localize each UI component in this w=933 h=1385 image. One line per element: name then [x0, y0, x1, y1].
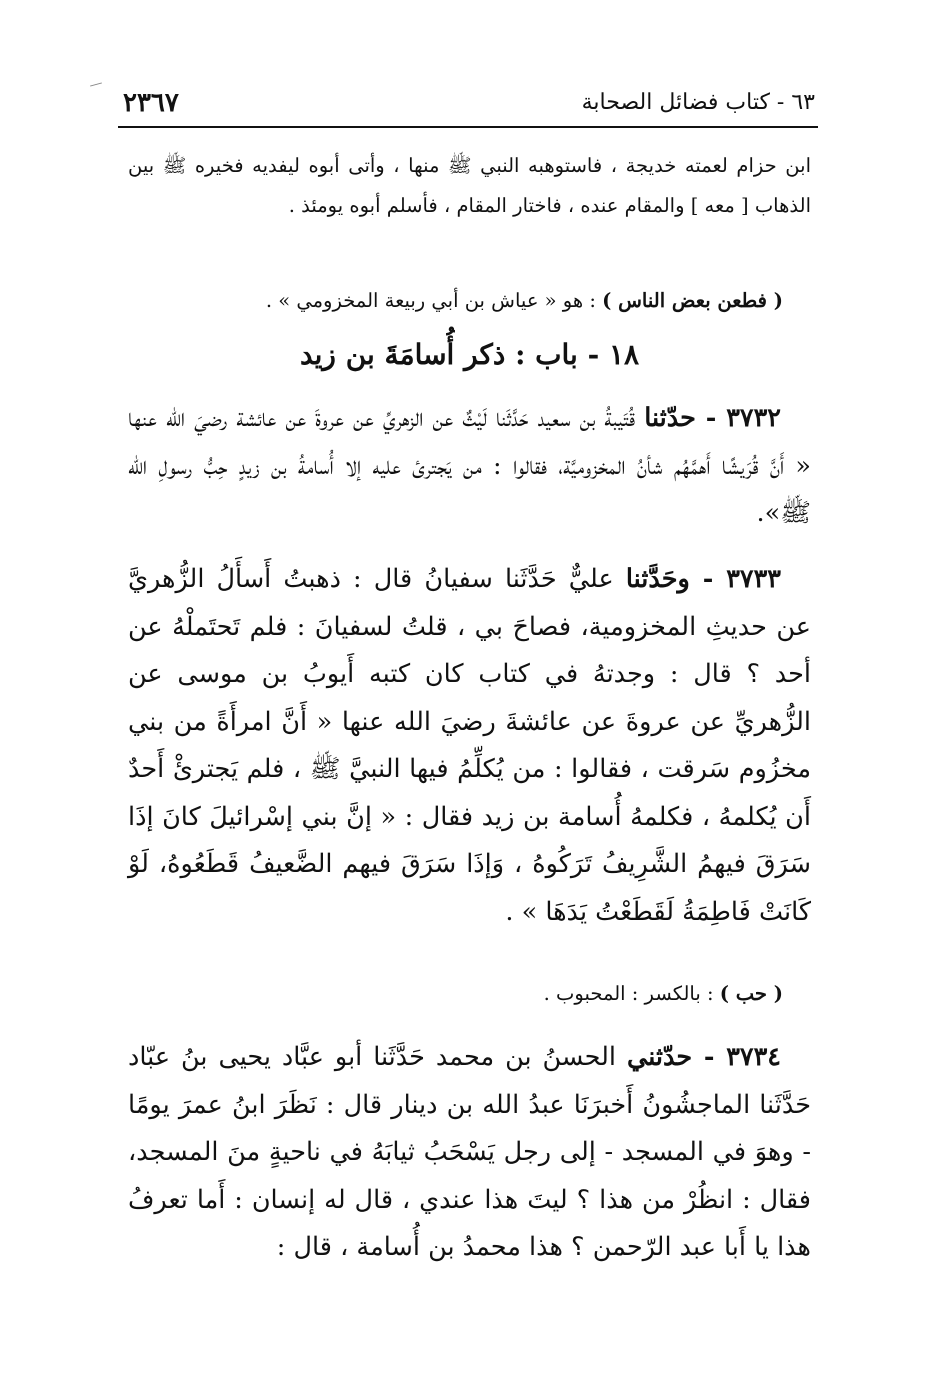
top-passage: ابن حزام لعمته خديجة ، فاستوهبه النبي ﷺ منها ، وأتى أبوه ليفديه فخيره ﷺ بين الذهاب [ معه ] والمقام عنده ، فاختار المقام ، فأسلم أبوه يومئذ . [128, 154, 811, 217]
hadith-number: ٣٧٣٤ - حدّثني [626, 1042, 781, 1072]
hadith-3732 [128, 395, 811, 538]
hadith-number: ٣٧٣٣ - وحَدَّثنا [625, 564, 782, 594]
hadith-number: ٣٧٣٢ - حدّثنا [644, 403, 781, 433]
page-header [115, 88, 815, 124]
hadith-text: قُتَيبةُ بن سعيد حَدَّثَنا لَيْثٌ عن الزهريِّ عن عروةَ عن عائشة رضيَ الله عنها « أَنَّ قُرَيشًا أَهمَّهُم شأنُ المخزوميَّة، فقالوا : من يَجترئ عليه إلا أُسامةُ بن زيدٍ حِبُّ رسولِ الله ﷺ». [128, 403, 811, 528]
page-number: ٢٣٦٧ [123, 88, 179, 118]
hadith-text: عليٌّ حَدَّثَنا سفيانُ قال : ذهبتُ أَسأَلُ الزُّهريَّ عن حديثِ المخزومية، فصاحَ بي ، قلتُ لسفيانَ : فلم تَحتَملْهُ عن أحد ؟ قال : وجدتهُ في كتاب كان كتبه أَيوبُ بن موسى عن الزُّهريِّ عن عروةَ عن عائشةَ رضيَ الله عنها « أَنَّ امرأَةً من بني مخزُوم سَرقت ، فقالوا : من يُكلِّمُ فيها النبيَّ ﷺ ، فلم يَجترئْ أَحدٌ أَن يُكلمهُ ، فكلمهُ أُسامة بن زيد فقال : « إنَّ بني إسْرائيلَ كانَ إذَا سَرَقَ فيهمُ الشَّرِيفُ تَرَكُوهُ ، وَإذَا سَرَقَ فيهم الضَّعيفُ قَطَعُوهُ، لَوْ كَانَتْ فَاطِمَةُ لَقَطَعْتُ يَدَهَا » . [128, 564, 811, 927]
note-text: : هو « عياش بن أبي ربيعة المخزومي » . [265, 289, 603, 312]
hadith-3734 [128, 1034, 811, 1272]
running-title: ٦٣ - كتاب فضائل الصحابة [581, 90, 815, 115]
hadith-text: الحسنُ بن محمد حَدَّثَنا أبو عبَّاد يحيى بنُ عبّاد حَدَّثَنا الماجشُونُ أَخبرَنَا عبدُ الله بن دينار قال : نَظَرَ ابنُ عمرَ يومًا - وهوَ في المسجد - إلى رجل يَسْحَبُ ثيابَهُ في ناحيةٍ منَ المسجد، فقال : انظُرْ من هذا ؟ ليتَ هذا عندي ، قال له إنسان : أَما تعرفُ هذا يا أَبا عبد الرّحمن ؟ هذا محمدُ بن أُسامة ، قال : [128, 1042, 811, 1262]
note-fatan [128, 283, 811, 319]
note-term: ( فطعن بعض الناس ) [602, 289, 783, 312]
note-term: ( حب ) [719, 982, 783, 1005]
hadith-3733 [128, 556, 811, 936]
chapter-title: ١٨ - باب : ذكر أُسامَةَ بن زيد [299, 338, 640, 371]
note-text: : بالكسر : المحبوب . [543, 982, 720, 1005]
header-rule [118, 126, 818, 128]
scan-mark [90, 82, 102, 86]
note-hibb [128, 976, 811, 1012]
